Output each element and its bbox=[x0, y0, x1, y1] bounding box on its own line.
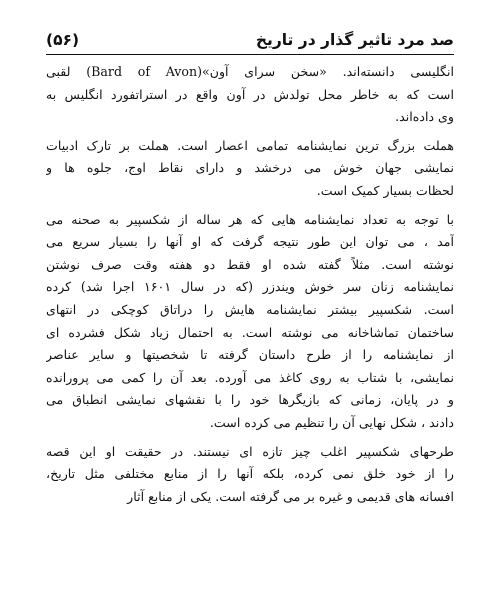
running-header bbox=[46, 30, 454, 52]
book-title: صد مرد تاثیر گذار در تاریخ bbox=[255, 31, 454, 49]
text-line: با توجه به تعداد نمایشنامه هایی که هر ساله از شکسپیر به صحنه می bbox=[46, 211, 454, 227]
text-line: است که به خاطر محل تولدش در آون واقع در استراتفورد انگلیس به bbox=[46, 86, 454, 102]
text-line: نمایشی، با شتاب به روی کاغذ می آورده. بعد آن را کمی می پرورانده bbox=[46, 369, 454, 385]
text-line: را از خود خلق نمی کرده، بلکه آنها را از منابع مختلفی مثل تاریخ، bbox=[46, 466, 454, 482]
text-line: لحظات بسیار کمیک است. bbox=[316, 182, 454, 198]
text-line: انگلیسی دانسته‌اند. «سخن سرای آون»(Bard of Avon) لقبی bbox=[46, 64, 454, 79]
text-line: نمایشنامه زنان سر خوش ویندزر (که در سال ۱۶۰۱ اجرا شد) کرده bbox=[46, 279, 454, 295]
text-line: از نمایشنامه را از طرح داستان گرفته تا شخصیتها و سایر عناصر bbox=[46, 347, 454, 363]
text-line: نوشته است. مثلاً گفته شده او فقط دو هفته وقت صرف نوشتن bbox=[46, 256, 454, 272]
text-line: آمد ، می توان این طور نتیجه گرفت که او آنها را بسیار سریع می bbox=[46, 234, 454, 250]
paragraph bbox=[46, 209, 454, 435]
text-line: هملت بزرگ ترین نمایشنامه تمامی اعصار است. هملت بر تارک ادبیات bbox=[46, 137, 454, 153]
text-line: و در پایان، زمانی که بازیگرها خود را با نقشهای نمایشی انطباق می bbox=[46, 392, 454, 408]
paragraph bbox=[46, 61, 454, 129]
text-line: وی داده‌اند. bbox=[395, 109, 454, 125]
text-line: ساختمان تماشاخانه می نوشته است. به احتمال زیاد شکل فشرده ای bbox=[46, 324, 454, 340]
paragraph bbox=[46, 441, 454, 509]
page-number: (۵۶) bbox=[46, 31, 80, 49]
header-divider bbox=[46, 54, 454, 55]
paragraph bbox=[46, 135, 454, 203]
text-line: طرحهای شکسپیر اغلب چیز تازه ای نیستند. در حقیقت او این قصه bbox=[46, 443, 454, 459]
text-line: افسانه های قدیمی و غیره بر می گرفته است. یکی از منابع آثار bbox=[127, 488, 454, 504]
text-line: نمایشی جهان خوش می درخشد و دارای نقاط اوج، جلوه ها و bbox=[46, 160, 454, 176]
text-line: دادند ، شکل نهایی آن را تنظیم می کرده است. bbox=[209, 414, 454, 430]
body-text bbox=[46, 61, 454, 508]
text-line: است. شکسپیر بیشتر نمایشنامه هایش را دراتاق کوچکی در انتهای bbox=[46, 301, 454, 317]
